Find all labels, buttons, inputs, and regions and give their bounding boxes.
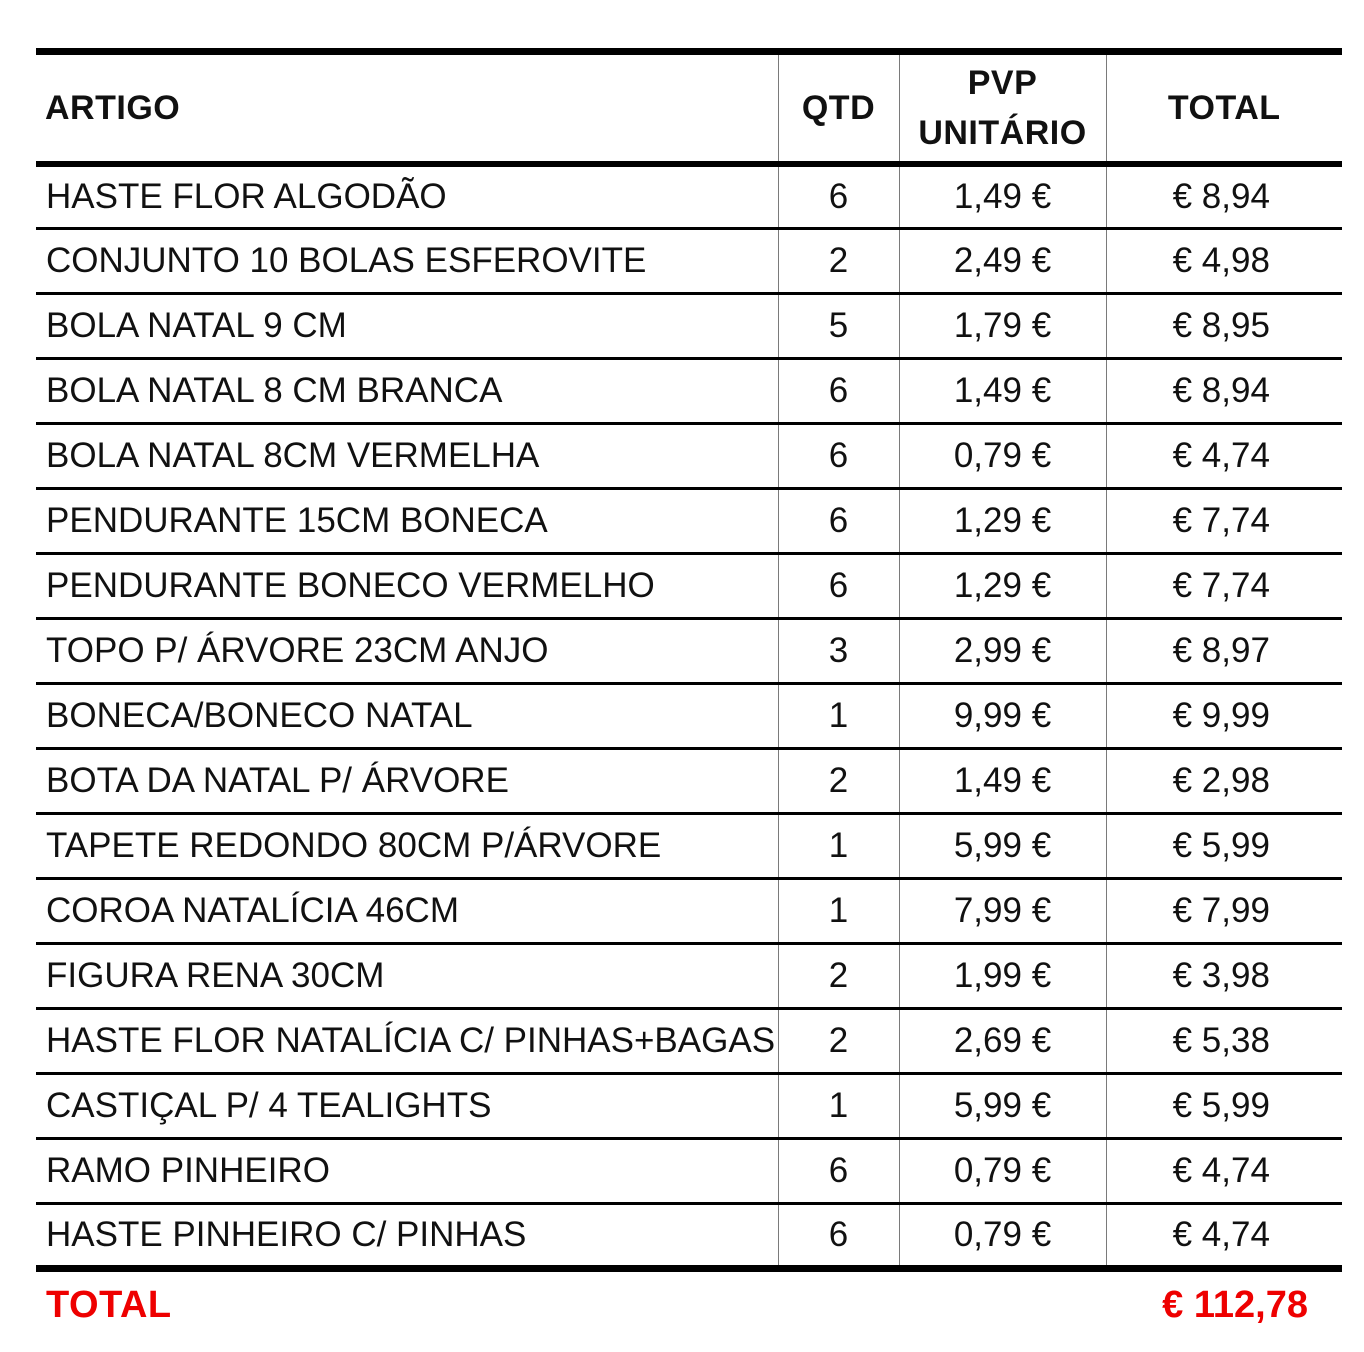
cell-pvp-unitario: 1,49 € — [899, 164, 1106, 229]
header-artigo: ARTIGO — [45, 88, 181, 127]
table-row — [36, 749, 1342, 814]
cell-artigo: BOLA NATAL 9 CM — [46, 306, 347, 345]
cell-total: € 5,99 — [1106, 814, 1342, 879]
table-row — [36, 489, 1342, 554]
cell-qtd: 6 — [778, 489, 899, 554]
cell-artigo: BOLA NATAL 8CM VERMELHA — [46, 436, 540, 475]
cell-pvp-unitario: 1,99 € — [899, 944, 1106, 1009]
cell-qtd: 2 — [778, 229, 899, 294]
cell-qtd: 1 — [778, 879, 899, 944]
cell-pvp-unitario: 0,79 € — [899, 1204, 1106, 1269]
cell-pvp-unitario: 1,29 € — [899, 554, 1106, 619]
cell-artigo: TOPO P/ ÁRVORE 23CM ANJO — [46, 631, 549, 670]
cell-pvp-unitario: 1,29 € — [899, 489, 1106, 554]
table-row — [36, 554, 1342, 619]
cell-pvp-unitario: 1,49 € — [899, 749, 1106, 814]
cell-total: € 8,94 — [1106, 359, 1342, 424]
table-row — [36, 164, 1342, 229]
cell-pvp-unitario: 5,99 € — [899, 1074, 1106, 1139]
cell-total: € 5,38 — [1106, 1009, 1342, 1074]
cell-qtd: 5 — [778, 294, 899, 359]
cell-qtd: 2 — [778, 944, 899, 1009]
cell-qtd: 6 — [778, 164, 899, 229]
header-pvp-unitario — [899, 52, 1106, 164]
cell-total: € 7,74 — [1106, 554, 1342, 619]
cell-qtd: 3 — [778, 619, 899, 684]
cell-artigo: CASTIÇAL P/ 4 TEALIGHTS — [46, 1086, 492, 1125]
items-table — [36, 48, 1342, 1272]
grand-total-value: € 112,78 — [1162, 1284, 1308, 1326]
header-total: TOTAL — [1106, 52, 1342, 164]
table-row — [36, 879, 1342, 944]
cell-qtd: 6 — [778, 554, 899, 619]
invoice-sheet — [36, 48, 1342, 1272]
table-row — [36, 1204, 1342, 1269]
table-row — [36, 1074, 1342, 1139]
cell-total: € 8,94 — [1106, 164, 1342, 229]
cell-qtd: 6 — [778, 424, 899, 489]
cell-artigo: PENDURANTE BONECO VERMELHO — [46, 566, 655, 605]
cell-qtd: 6 — [778, 359, 899, 424]
cell-total: € 8,95 — [1106, 294, 1342, 359]
cell-qtd: 6 — [778, 1139, 899, 1204]
table-row — [36, 229, 1342, 294]
cell-artigo: RAMO PINHEIRO — [46, 1151, 330, 1190]
cell-total: € 8,97 — [1106, 619, 1342, 684]
table-row — [36, 944, 1342, 1009]
cell-total: € 4,98 — [1106, 229, 1342, 294]
cell-artigo: TAPETE REDONDO 80CM P/ÁRVORE — [46, 826, 662, 865]
table-row — [36, 619, 1342, 684]
cell-total: € 5,99 — [1106, 1074, 1342, 1139]
cell-artigo: COROA NATALÍCIA 46CM — [46, 891, 459, 930]
cell-artigo: CONJUNTO 10 BOLAS ESFEROVITE — [46, 241, 647, 280]
cell-total: € 7,99 — [1106, 879, 1342, 944]
cell-pvp-unitario: 9,99 € — [899, 684, 1106, 749]
table-row — [36, 814, 1342, 879]
header-pvp-line1: PVP — [967, 63, 1038, 102]
header-qtd: QTD — [778, 52, 899, 164]
cell-qtd: 1 — [778, 814, 899, 879]
cell-total: € 4,74 — [1106, 424, 1342, 489]
cell-total: € 4,74 — [1106, 1204, 1342, 1269]
items-body — [36, 164, 1342, 1269]
cell-qtd: 1 — [778, 684, 899, 749]
cell-pvp-unitario: 1,49 € — [899, 359, 1106, 424]
cell-pvp-unitario: 2,49 € — [899, 229, 1106, 294]
header-pvp-line2: UNITÁRIO — [918, 113, 1087, 152]
cell-total: € 2,98 — [1106, 749, 1342, 814]
cell-artigo: BOLA NATAL 8 CM BRANCA — [46, 371, 503, 410]
cell-total: € 4,74 — [1106, 1139, 1342, 1204]
cell-pvp-unitario: 0,79 € — [899, 1139, 1106, 1204]
cell-pvp-unitario: 1,79 € — [899, 294, 1106, 359]
cell-pvp-unitario: 7,99 € — [899, 879, 1106, 944]
grand-total-label: TOTAL — [46, 1284, 172, 1326]
cell-artigo: HASTE FLOR NATALÍCIA C/ PINHAS+BAGAS — [46, 1021, 776, 1060]
table-row — [36, 1139, 1342, 1204]
cell-pvp-unitario: 2,99 € — [899, 619, 1106, 684]
cell-pvp-unitario: 0,79 € — [899, 424, 1106, 489]
table-row — [36, 359, 1342, 424]
table-header-row — [36, 52, 1342, 164]
cell-qtd: 1 — [778, 1074, 899, 1139]
cell-artigo: HASTE PINHEIRO C/ PINHAS — [46, 1215, 527, 1254]
cell-qtd: 2 — [778, 1009, 899, 1074]
cell-total: € 7,74 — [1106, 489, 1342, 554]
table-row — [36, 684, 1342, 749]
cell-artigo: BOTA DA NATAL P/ ÁRVORE — [46, 761, 509, 800]
table-row — [36, 424, 1342, 489]
cell-artigo: PENDURANTE 15CM BONECA — [46, 501, 548, 540]
cell-artigo: BONECA/BONECO NATAL — [46, 696, 473, 735]
table-row — [36, 294, 1342, 359]
cell-pvp-unitario: 2,69 € — [899, 1009, 1106, 1074]
table-row — [36, 1009, 1342, 1074]
cell-qtd: 2 — [778, 749, 899, 814]
cell-artigo: FIGURA RENA 30CM — [46, 956, 385, 995]
cell-artigo: HASTE FLOR ALGODÃO — [46, 176, 447, 216]
cell-total: € 3,98 — [1106, 944, 1342, 1009]
cell-total: € 9,99 — [1106, 684, 1342, 749]
cell-qtd: 6 — [778, 1204, 899, 1269]
cell-pvp-unitario: 5,99 € — [899, 814, 1106, 879]
grand-total-row — [36, 1284, 1342, 1334]
